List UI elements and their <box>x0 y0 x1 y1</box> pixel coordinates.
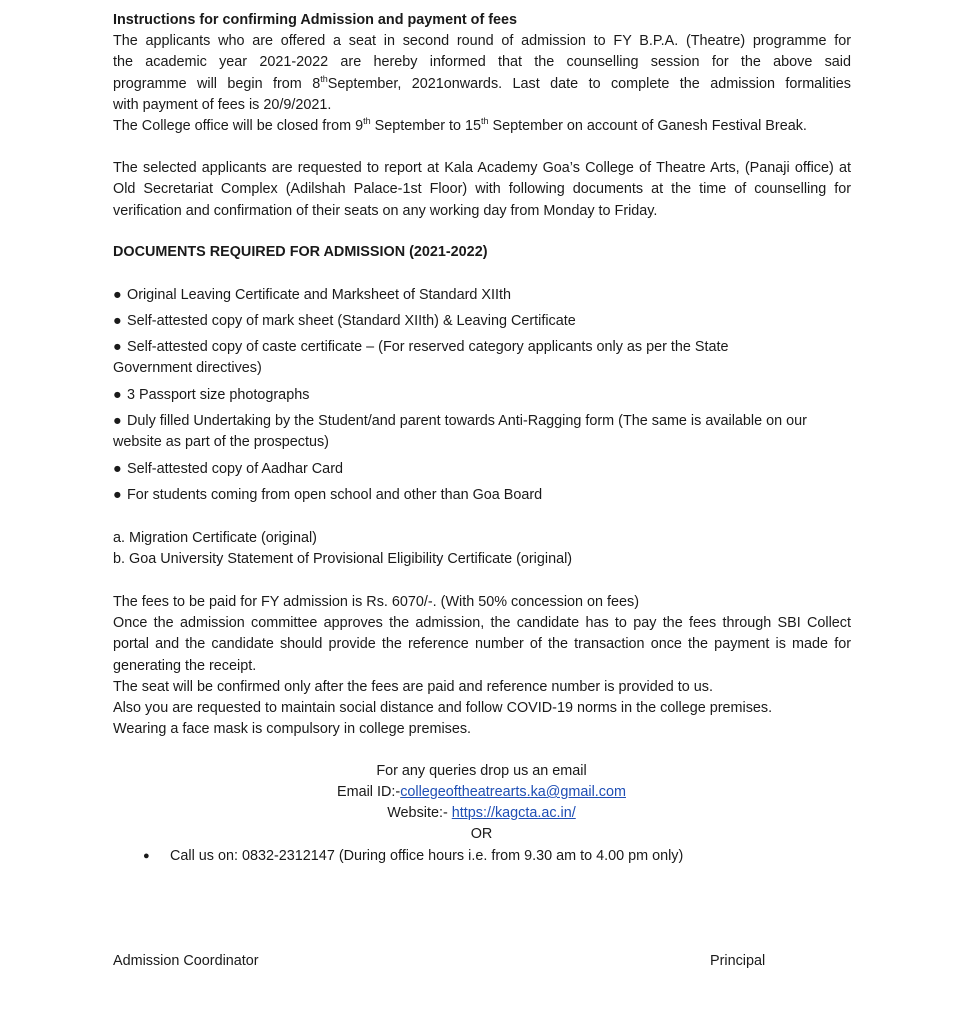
website-line <box>0 803 963 824</box>
instructions-heading: Instructions for confirming Admission and payment of fees <box>113 12 518 28</box>
document-item-text: Original Leaving Certificate and Marksheet of Standard XIIth <box>127 287 511 303</box>
document-item-leaving-certificate <box>113 285 851 306</box>
bullet-icon: ● <box>113 339 122 355</box>
call-line <box>143 846 683 867</box>
bullet-icon: ● <box>143 850 150 862</box>
p2-superscript-2: th <box>481 116 489 126</box>
instructions-paragraph-2 <box>113 116 851 137</box>
fees-confirmation-line: The seat will be confirmed only after the fees are paid and reference number is provided to us. <box>113 679 713 695</box>
call-text: Call us on: 0832-2312147 (During office hours i.e. from 9.30 am to 4.00 pm only) <box>170 848 684 864</box>
p1-line-4: with payment of fees is 20/9/2021. <box>113 96 332 113</box>
email-link[interactable]: collegeoftheatrearts.ka@gmail.com <box>400 784 626 800</box>
document-item-photographs <box>113 385 851 406</box>
p2-text-a: The College office will be closed from 9 <box>113 118 364 134</box>
document-item-anti-ragging <box>113 411 843 454</box>
bullet-icon: ● <box>113 387 122 403</box>
instructions-paragraph-1 <box>113 31 851 116</box>
bullet-icon: ● <box>113 313 122 329</box>
p2-superscript-1: th <box>363 116 371 126</box>
p1-line-3-superscript: th <box>320 73 328 84</box>
document-item-text: Self-attested copy of caste certificate – (For reserved category applicants only as per the State Government directives) <box>113 339 729 377</box>
covid-norms-line: Also you are requested to maintain social distance and follow COVID-19 norms in the college premises. <box>113 700 773 716</box>
bullet-icon: ● <box>113 487 122 503</box>
document-item-caste-certificate <box>113 337 803 380</box>
bullet-icon: ● <box>113 461 122 477</box>
website-link[interactable]: https://kagcta.ac.in/ <box>451 805 576 821</box>
fees-payment-paragraph: Once the admission committee approves the admission, the candidate has to pay the fees through SBI Collect portal and the candidate should provide the reference number of the transaction once the payment is made for generating the receipt. <box>113 615 851 674</box>
document-item-text: 3 Passport size photographs <box>127 387 310 403</box>
p1-line-2: the academic year 2021-2022 are hereby informed that the counselling session for the above said <box>113 54 851 71</box>
email-label: Email ID:- <box>337 784 401 800</box>
document-item-text: Duly filled Undertaking by the Student/and parent towards Anti-Ragging form (The same is available on our website as part of the prospectus) <box>113 413 807 451</box>
signature-admission-coordinator: Admission Coordinator <box>113 953 259 969</box>
p2-text-b: September to 15 <box>370 118 482 134</box>
signature-principal: Principal <box>710 953 766 969</box>
p1-line-3-start: programme will begin from 8 <box>113 75 321 92</box>
queries-line: For any queries drop us an email <box>376 763 587 779</box>
document-item-text: For students coming from open school and other than Goa Board <box>127 487 543 503</box>
document-item-open-school <box>113 485 851 506</box>
bullet-icon: ● <box>113 287 122 303</box>
document-item-mark-sheet-copy <box>113 311 851 332</box>
p2-text-c: September on account of Ganesh Festival Break. <box>488 118 807 134</box>
p1-line-3-end: September, 2021onwards. Last date to complete the admission formalities <box>327 75 851 92</box>
document-item-text: Self-attested copy of Aadhar Card <box>127 461 343 477</box>
document-sub-item-migration: a. Migration Certificate (original) <box>113 530 317 546</box>
document-item-text: Self-attested copy of mark sheet (Standard XIIth) & Leaving Certificate <box>127 313 576 329</box>
document-sub-item-eligibility: b. Goa University Statement of Provisional Eligibility Certificate (original) <box>113 551 573 567</box>
fees-amount-line: The fees to be paid for FY admission is Rs. 6070/-. (With 50% concession on fees) <box>113 594 640 610</box>
website-label: Website:- <box>387 805 452 821</box>
documents-heading: DOCUMENTS REQUIRED FOR ADMISSION (2021-2022) <box>113 244 488 260</box>
instructions-paragraph-3: The selected applicants are requested to report at Kala Academy Goa’s College of Theatre Arts, (Panaji office) at Old Secretariat Complex (Adilshah Palace-1st Floor) with following documents at the time of counselling for verification and confirmation of their seats on any working day from Monday to Friday. <box>113 160 851 219</box>
bullet-icon: ● <box>113 413 122 429</box>
or-separator: OR <box>470 826 493 842</box>
p1-line-3 <box>113 74 851 95</box>
face-mask-line: Wearing a face mask is compulsory in college premises. <box>113 721 472 737</box>
p1-line-1: The applicants who are offered a seat in second round of admission to FY B.P.A. (Theatre) programme for <box>113 33 851 49</box>
email-line <box>0 782 963 803</box>
document-item-aadhar <box>113 459 851 480</box>
